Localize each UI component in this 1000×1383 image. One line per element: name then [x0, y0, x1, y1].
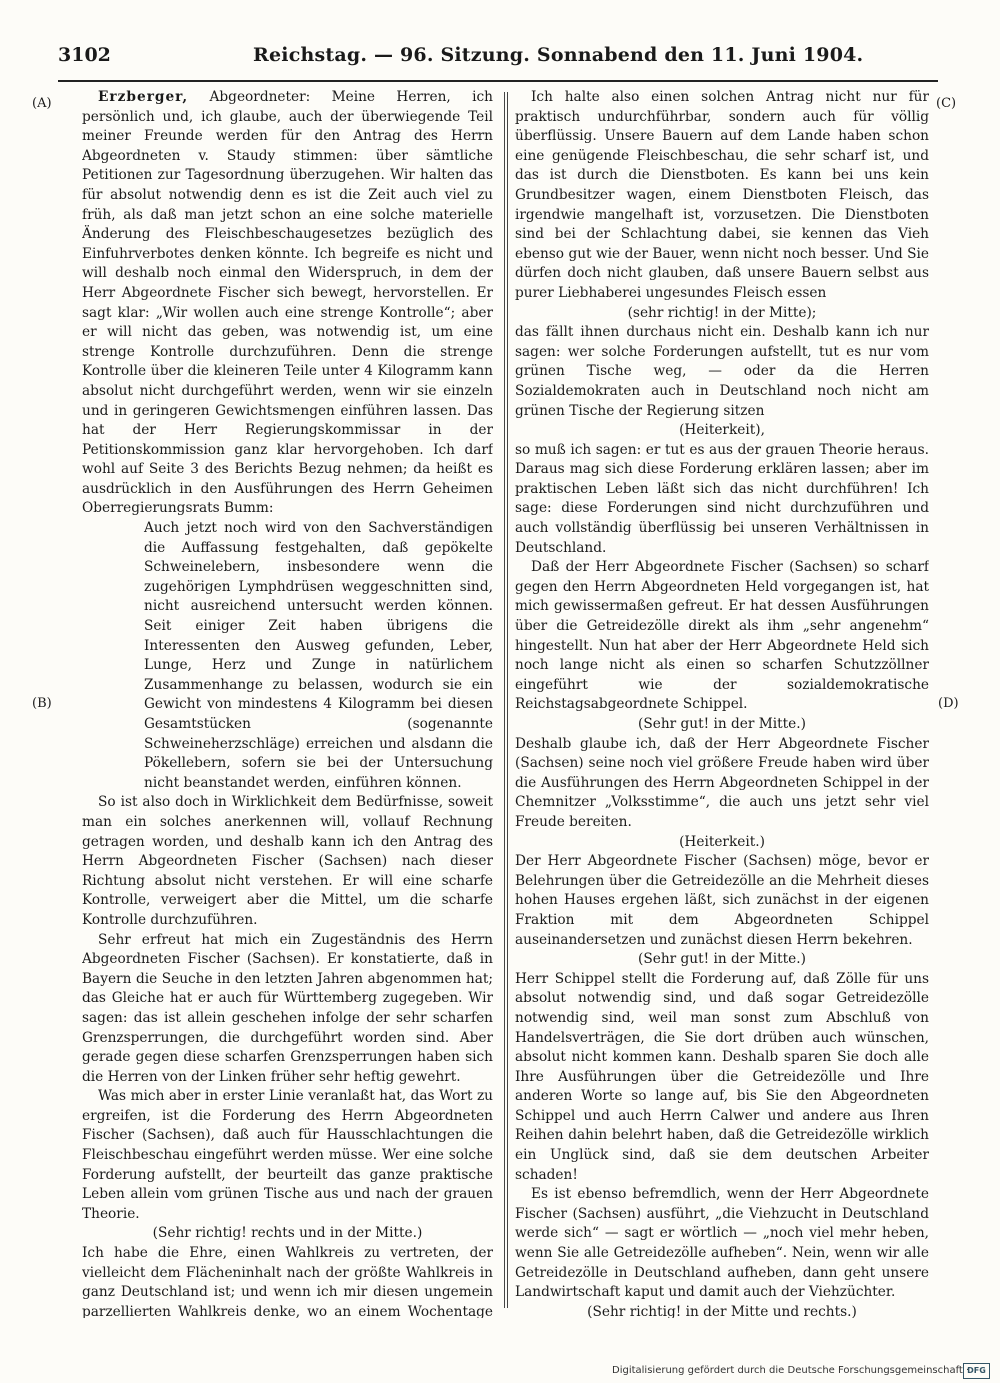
paragraph-text: Abgeordneter: Meine Herren, ich persönlich und, ich glaube, auch der überwiegende Teil meiner Freunde werden für den Antrag des Herrn Abgeordneten v. Staudy stimmen: über sämtliche Petitionen zur Tagesordnung überzugehen. Wir halten das für absolut notwendig denn es ist die Zeit auch viel zu früh, als daß man jetzt schon an eine solche materielle Änderung des Fleischbeschaugesetzes bezüglich des Einfuhrverbotes denken könnte. Ich begreife es nicht und will deshalb noch einmal den Widerspruch, in dem der Herr Abgeordnete Fischer sich bewegt, hervorstellen. Er sagt klar: „Wir wollen auch eine strenge Kontrolle“; aber er will nicht das geben, was notwendig ist, um eine strenge Kontrolle durchzuführen. Denn die strenge Kontrolle über die kleineren Teile unter 4 Kilogramm kann absolut nicht durchgeführt werden, wenn wir sie einzeln und in geringeren Gewichtsmengen einführen lassen. Das hat der Herr Regierungskommissar in der Petitionskommission ganz klar hervorgehoben. Ich darf wohl auf Seite 3 des Berichts Bezug nehmen; da heißt es ausdrücklich in den Ausführungen des Herrn Geheimen Oberregierungsrats Bumm:: [82, 89, 493, 517]
column-rule: [507, 92, 508, 1308]
paragraph: Ich halte also einen solchen Antrag nicht nur für praktisch undurchführbar, sondern auch für völlig überflüssig. Unsere Bauern auf dem Lande haben schon eine genügende Fleischbeschau, die sehr scharf ist, und das ist durch die Dienstboten. Es kann bei uns kein Grundbesitzer wagen, einem Dienstboten Fleisch, das irgendwie mangelhaft ist, vorzusetzen. Die Dienstboten sind bei der Schlachtung dabei, sie kennen das Vieh ebenso gut wie der Bauer, wenn nicht noch besser. Und Sie dürfen doch nicht glauben, daß unsere Bauern selbst aus purer Liebhaberei ungesundes Fleisch essen: [515, 89, 929, 301]
margin-marker-c: (C): [936, 96, 957, 111]
page-number: 3102: [58, 44, 111, 66]
paragraph: [82, 88, 493, 519]
paragraph: so muß ich sagen: er tut es aus der grauen Theorie heraus. Daraus mag sich diese Forderung erklären lassen; aber im praktischen Leben läßt sich das nicht durchführen! Ich sage: diese Forderungen sind nicht durchzuführen und auch vollständig überflüssig bei unseren Verhältnissen in Deutschland.: [515, 441, 929, 556]
margin-marker-a: (A): [32, 96, 52, 111]
interjection: (Sehr richtig! in der Mitte und rechts.): [587, 1303, 857, 1318]
interjection: (sehr richtig! in der Mitte);: [627, 304, 817, 321]
paragraph: Ich habe die Ehre, einen Wahlkreis zu vertreten, der vielleicht dem Flächeninhalt nach der größte Wahlkreis in ganz Deutschland ist; und wenn ich mir diesen ungemein parzellierten Wahlkreis denke, wo an einem Wochentage: [82, 1245, 493, 1318]
paragraph: So ist also doch in Wirklichkeit dem Bedürfnisse, soweit man ein solches anerkennen will, vollauf Rechnung getragen worden, und deshalb kann ich den Antrag des Herrn Abgeordneten Fischer (Sachsen) nach dieser Richtung absolut nicht verstehen. Er will eine scharfe Kontrolle, verweigert aber die Mittel, um die scharfe Kontrolle durchzuführen.: [82, 794, 493, 928]
quote-block: Auch jetzt noch wird von den Sachverständigen die Auffassung festgehalten, daß gepökelte Schweinelebern, insbesondere wenn die zugehörigen Lymphdrüsen weggeschnitten sind, nicht ausreichend untersucht werden können. Seit einiger Zeit haben übrigens die Interessenten den Ausweg gefunden, Leber, Lunge, Herz und Zunge in natürlichem Zusammenhange zu belassen, wodurch sie ein Gewicht von mindestens 4 Kilogramm bei diesen Gesamtstücken (sogenannte Schweineherzschläge) erreichen und alsdann die Pökellebern, sofern sie bei der Untersuchung nicht beanstandet werden, einführen können.: [144, 520, 493, 791]
funding-footer: Digitalisierung gefördert durch die Deutsche Forschungsgemeinschaft ·: [612, 1365, 970, 1376]
interjection: (Heiterkeit),: [679, 422, 765, 439]
paragraph: Sehr erfreut hat mich ein Zugeständnis des Herrn Abgeordneten Fischer (Sachsen). Er konstatierte, daß in Bayern die Seuche in den letzten Jahren abgenommen hat; das Gleiche hat er auch für Württemberg zugegeben. Wir sagen: das ist allein geschehen infolge der sehr scharfen Grenzsperrungen, die durchgeführt worden sind. Aber gerade gegen diese scharfen Grenzsperrungen haben sich die Herren von der Linken früher sehr heftig gewehrt.: [82, 931, 493, 1085]
page-header: [58, 40, 938, 82]
paragraph: Es ist ebenso befremdlich, wenn der Herr Abgeordnete Fischer (Sachsen) ausführt, „die Viehzucht in Deutschland werde sich“ — sagt er wörtlich — „noch viel mehr heben, wenn Sie alle Getreidezölle aufheben“. Nein, wenn wir alle Getreidezölle in Deutschland aufheben, dann geht unsere Landwirtschaft kaput und damit auch der Viehzüchter.: [515, 1186, 929, 1301]
interjection: (Sehr gut! in der Mitte.): [638, 716, 806, 732]
paragraph: Der Herr Abgeordnete Fischer (Sachsen) möge, bevor er Belehrungen über die Getreidezölle an die Mehrheit dieses hohen Hauses ergehen läßt, sich zunächst in der eigenen Fraktion mit dem Abgeordneten Schippel auseinandersetzen und zunächst diesen Herrn bekehren.: [515, 853, 929, 948]
left-column: [82, 88, 493, 1318]
right-column: [515, 88, 929, 1318]
paragraph: Deshalb glaube ich, daß der Herr Abgeordnete Fischer (Sachsen) seine noch viel größere Freude haben wird über die Ausführungen des Herrn Abgeordneten Schippel in der Chemnitzer „Volksstimme“, die auch uns jetzt sehr viel Freude bereiten.: [515, 735, 929, 830]
paragraph: Was mich aber in erster Linie veranlaßt hat, das Wort zu ergreifen, ist die Forderung des Herrn Abgeordneten Fischer (Sachsen), daß auch für Hausschlachtungen die Fleischbeschau eingeführt werden müsse. Wer eine solche Forderung aufstellt, der beurteilt das ganze praktische Leben allein vom grünen Tische aus und nach der grauen Theorie.: [82, 1088, 493, 1222]
column-rule: [504, 92, 505, 1308]
margin-marker-d: (D): [938, 696, 959, 711]
margin-marker-b: (B): [32, 696, 52, 711]
interjection: (Sehr richtig! rechts und in der Mitte.): [152, 1225, 423, 1242]
interjection: (Sehr gut! in der Mitte.): [638, 951, 806, 968]
speaker-name: Erzberger,: [98, 89, 189, 105]
interjection: (Heiterkeit.): [679, 833, 765, 850]
running-head: Reichstag. — 96. Sitzung. Sonnabend den 11. Juni 1904.: [253, 44, 864, 66]
paragraph: Daß der Herr Abgeordnete Fischer (Sachsen) so scharf gegen den Herrn Abgeordneten Held vorgegangen ist, hat mich gewissermaßen gefreut. Er hat dessen Ausführungen über die Getreidezölle direkt als ihm „sehr angenehm“ hingestellt. Nun hat aber der Herr Abgeordnete Held sich noch lange nicht als einen so scharfen Schutzzöllner eingeführt wie der sozialdemokratische Reichstagsabgeordnete Schippel.: [515, 559, 929, 713]
paragraph: Herr Schippel stellt die Forderung auf, daß Zölle für uns absolut notwendig sind, und daß sogar Getreidezölle notwendig sind, weil man sonst zum Abschluß von Handelsverträgen, die Sie dort drüben auch wünschen, absolut nicht kommen kann. Deshalb sparen Sie doch alle Ihre Ausführungen über die Getreidezölle und Ihre anderen Worte so lange auf, bis Sie den Abgeordneten Schippel und auch Herrn Calwer und andere aus Ihren Reihen dahin belehrt haben, daß die Getreidezölle wirklich ein Unglück sind, daß sie dem deutschen Arbeiter schaden!: [515, 970, 929, 1183]
paragraph: das fällt ihnen durchaus nicht ein. Deshalb kann ich nur sagen: wer solche Forderungen aufstellt, tut es nur vom grünen Tische weg, — oder da die Herren Sozialdemokraten auch in Deutschland noch nicht am grünen Tische der Regierung sitzen: [515, 324, 929, 419]
dfg-logo: DFG: [963, 1363, 990, 1379]
